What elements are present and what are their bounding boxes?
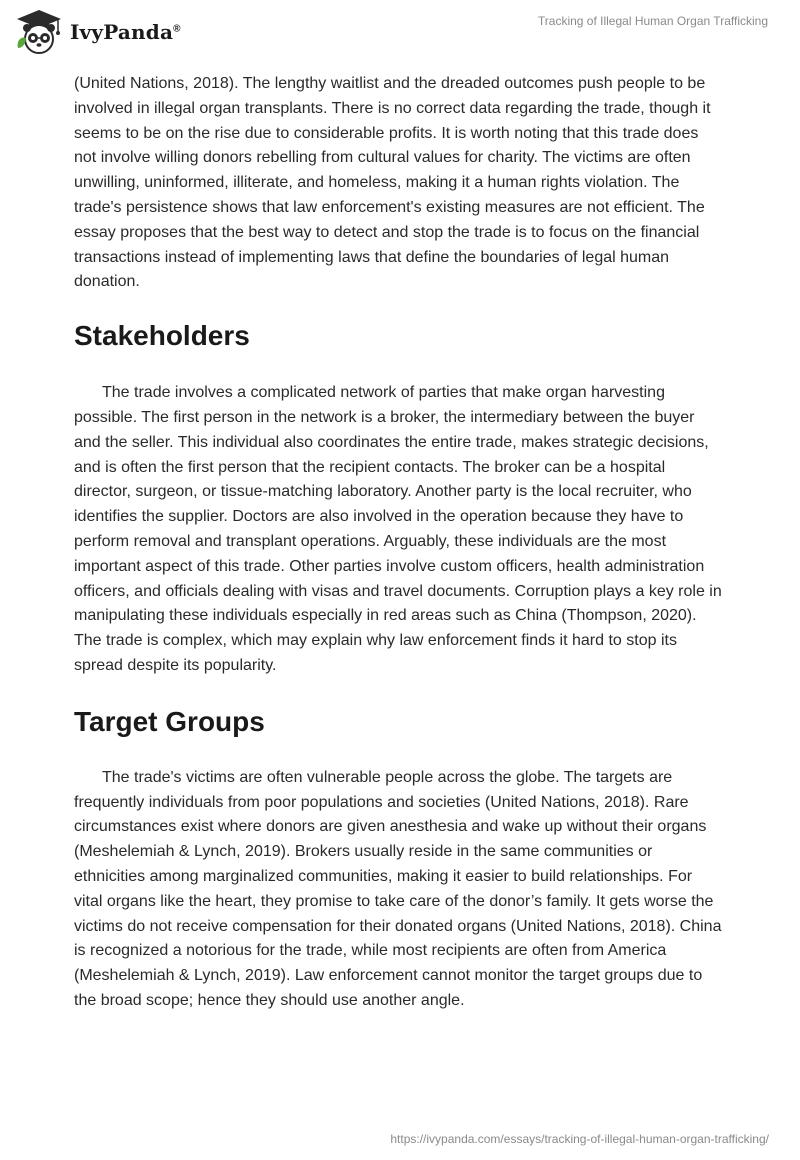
stakeholders-paragraph: The trade involves a complicated network of parties that make organ harvesting possible. The first person in the network is a broker, the intermediary between the buyer and the seller. This individual also coordinates the entire trade, makes strategic decisions, and is often the first person that the recipient contacts. The broker can be a hospital director, surgeon, or tissue-matching laboratory. Another party is the local recruiter, who identifies the supplier. Doctors are also involved in the operation because they have to perform removal and transplant operations. Arguably, these individuals are the most important aspect of this trade. Other parties involve custom officers, health administration officers, and officials dealing with visas and travel documents. Corruption plays a key role in manipulating these individuals especially in red areas such as China (Thompson, 2020). The trade is complex, which may explain why law enforcement finds it hard to stop its spread despite its popularity. — [74, 384, 722, 674]
source-url[interactable]: https://ivypanda.com/essays/tracking-of-illegal-human-organ-trafficking/ — [390, 1132, 769, 1146]
target-groups-paragraph: The trade's victims are often vulnerable people across the globe. The targets are frequently individuals from poor populations and societies (United Nations, 2018). Rare circumstances exist where donors are given anesthesia and wake up without their organs (Meshelemiah & Lynch, 2019). Brokers usually reside in the same communities or ethnicities among marginalized communities, making it easier to build relationships. For vital organs like the heart, they promise to take care of the donor’s family. It gets worse the victims do not receive compensation for their donated organs (United Nations, 2018). China is recognized a notorious for the trade, while most recipients are often from America (Meshelemiah & Lynch, 2019). Law enforcement cannot monitor the target groups due to the broad scope; hence they should use another angle. — [74, 768, 722, 1009]
ivypanda-logo[interactable] — [14, 8, 181, 56]
document-title: Tracking of Illegal Human Organ Trafficking — [537, 14, 768, 28]
brand-name: IvyPanda® — [70, 20, 181, 44]
essay-content — [74, 72, 724, 1014]
panda-graduation-cap-logo-icon — [14, 8, 64, 56]
page-header — [0, 0, 800, 70]
target-groups-heading: Target Groups — [74, 705, 265, 737]
stakeholders-heading: Stakeholders — [74, 320, 250, 352]
intro-paragraph: (United Nations, 2018). The lengthy waitlist and the dreaded outcomes push people to be involved in illegal organ transplants. There is no correct data regarding the trade, though it seems to be on the rise due to considerable profits. It is worth noting that this trade does not involve willing donors rebelling from cultural values for charity. The victims are often unwilling, uninformed, illiterate, and homeless, making it a human rights violation. The trade's persistence shows that law enforcement's existing measures are not efficient. The essay proposes that the best way to detect and stop the trade is to focus on the financial transactions instead of implementing laws that define the boundaries of legal human donation. — [74, 75, 711, 291]
